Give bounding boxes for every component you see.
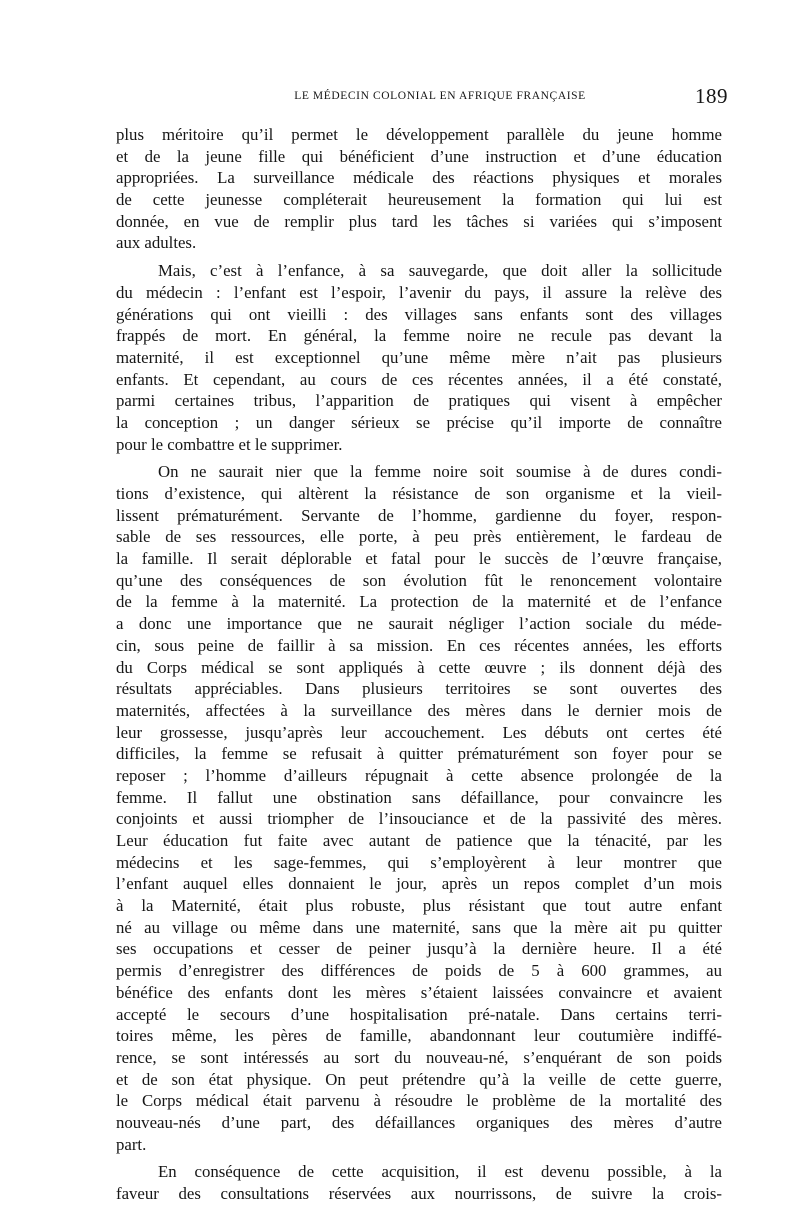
text-line: plus méritoire qu’il permet le développement parallèle du jeune homme (116, 125, 722, 144)
text-line: cin, sous peine de faillir à sa mission. En ces récentes années, les efforts (116, 635, 722, 655)
text-line: de la femme à la maternité. La protection de la maternité et de l’enfance (116, 592, 722, 612)
text-line: maternités, affectées à la surveillance des mères dans le dernier mois de (116, 700, 722, 720)
text-line: aux adultes. (116, 233, 197, 253)
paragraph (116, 461, 722, 1155)
text-line: à la Maternité, était plus robuste, plus résistant que tout autre enfant (116, 896, 722, 916)
text-line: lissent prématurément. Servante de l’homme, gardienne du foyer, respon- (116, 505, 722, 525)
text-line: de cette jeunesse compléterait heureusement la formation qui lui est (116, 190, 722, 210)
text-line: conjoints et aussi triompher de l’insouciance et de la passivité des mères. (116, 809, 722, 829)
text-line: part. (116, 1134, 147, 1154)
text-line: tions d’existence, qui altèrent la résistance de son organisme et la vieil- (116, 484, 722, 503)
text-line: toires même, les pères de famille, abandonnant leur coutumière indiffé- (116, 1026, 722, 1046)
text-line: rence, se sont intéressés au sort du nouveau-né, s’enquérant de son poids (116, 1047, 722, 1067)
text-line: bénéfice des enfants dont les mères s’étaient laissées convaincre et avaient (116, 982, 722, 1002)
text-line: difficiles, la femme se refusait à quitter prématurément son foyer pour se (116, 744, 722, 764)
text-line: a donc une importance que ne saurait négliger l’action sociale du méde- (116, 614, 722, 634)
text-line: leur grossesse, jusqu’après leur accouchement. Les débuts ont certes été (116, 722, 722, 742)
text-line: maternité, il est exceptionnel qu’une même mère n’ait pas plusieurs (116, 347, 722, 367)
text-line: faveur des consultations réservées aux nourrissons, de suivre la crois- (116, 1184, 722, 1203)
text-line: En conséquence de cette acquisition, il est devenu possible, à la (158, 1162, 722, 1182)
text-line: pour le combattre et le supprimer. (116, 434, 343, 454)
text-line: et de son état physique. On peut prétendre qu’à la veille de cette guerre, (116, 1069, 722, 1089)
text-line: la conception ; un danger sérieux se précise qu’il importe de connaître (116, 412, 722, 432)
text-line: accepté le secours d’une hospitalisation pré-natale. Dans certains terri- (116, 1004, 722, 1024)
text-line: frappés de mort. En général, la femme noire ne recule pas devant la (116, 326, 722, 346)
text-line: la famille. Il serait déplorable et fatal pour le succès de l’œuvre française, (116, 549, 722, 569)
text-line: reposer ; l’homme d’ailleurs répugnait à cette absence prolongée de la (116, 765, 722, 785)
text-line: ses occupations et cesser de peiner jusqu’à la dernière heure. Il a été (116, 939, 722, 959)
text-line: du Corps médical se sont appliqués à cette œuvre ; ils donnent déjà des (116, 657, 722, 677)
text-line: On ne saurait nier que la femme noire soit soumise à de dures condi- (158, 462, 722, 482)
paragraph (116, 124, 722, 254)
text-line: qu’une des conséquences de son évolution fût le renoncement volontaire (116, 570, 722, 590)
text-line: du médecin : l’enfant est l’espoir, l’avenir du pays, il assure la relève des (116, 282, 722, 302)
text-line: sable de ses ressources, elle porte, à peu près entièrement, le fardeau de (116, 527, 722, 547)
paragraph (116, 1161, 722, 1204)
text-line: l’enfant auquel elles donnaient le jour, après un repos complet d’un mois (116, 874, 722, 894)
text-line: et de la jeune fille qui bénéficient d’une instruction et d’une éducation (116, 146, 722, 166)
text-line: femme. Il fallut une obstination sans défaillance, pour convaincre les (116, 787, 722, 807)
text-line: résultats appréciables. Dans plusieurs territoires se sont ouvertes des (116, 679, 722, 699)
text-line: enfants. Et cependant, au cours de ces récentes années, il a été constaté, (116, 369, 722, 389)
text-line: donnée, en vue de remplir plus tard les tâches si variées qui s’imposent (116, 211, 722, 231)
text-line: Mais, c’est à l’enfance, à sa sauvegarde, que doit aller la sollicitude (158, 261, 722, 281)
page-header (116, 84, 728, 110)
page-number: 189 (695, 84, 728, 108)
body-text (116, 124, 722, 1205)
running-head: LE MÉDECIN COLONIAL EN AFRIQUE FRANÇAISE (294, 90, 586, 102)
text-line: parmi certaines tribus, l’apparition de pratiques qui visent à empêcher (116, 391, 722, 411)
text-line: permis d’enregistrer des différences de poids de 5 à 600 grammes, au (116, 961, 722, 981)
text-line: médecins et les sage-femmes, qui s’employèrent à leur montrer que (116, 852, 722, 872)
text-line: le Corps médical était parvenu à résoudre le problème de la mortalité des (116, 1091, 722, 1111)
text-line: nouveau-nés d’une part, des défaillances organiques des mères d’autre (116, 1112, 722, 1132)
text-line: Leur éducation fut faite avec autant de patience que la ténacité, par les (116, 831, 722, 850)
text-line: générations qui ont vieilli : des villages sans enfants sont des villages (116, 304, 722, 324)
text-line: né au village ou même dans une maternité, sans que la mère ait pu quitter (116, 917, 722, 937)
text-line: appropriées. La surveillance médicale des réactions physiques et morales (116, 168, 722, 188)
paragraph (116, 260, 722, 455)
